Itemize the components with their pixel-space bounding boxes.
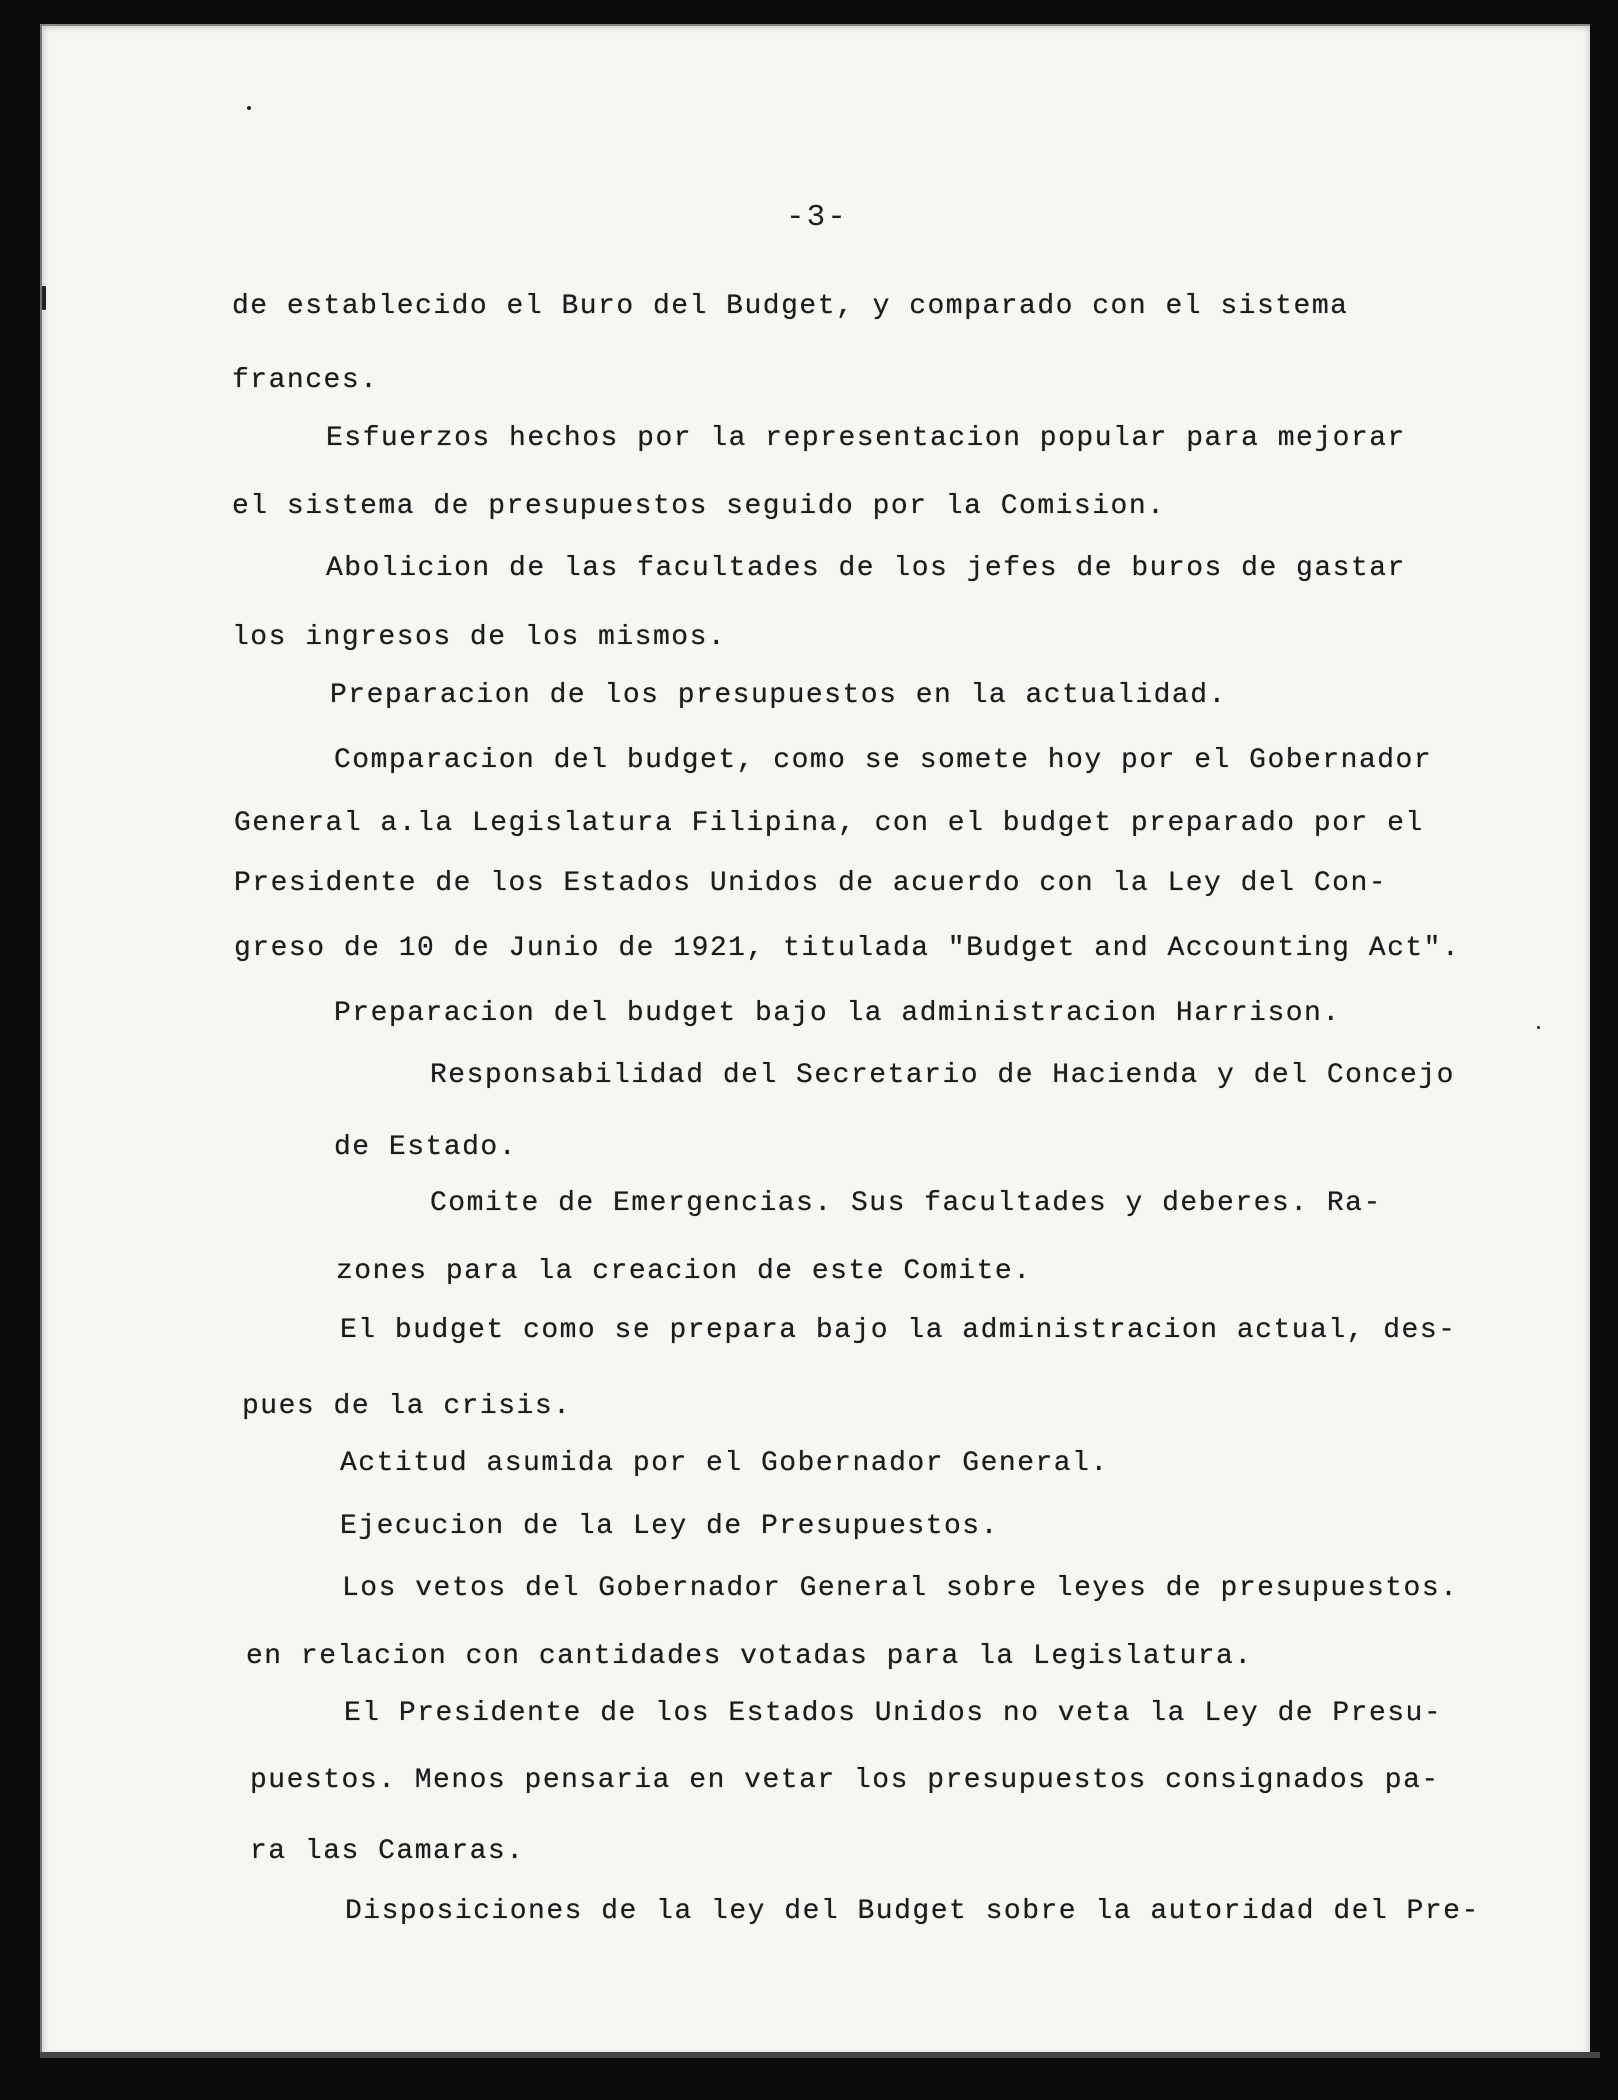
body-line: Disposiciones de la ley del Budget sobre la autoridad del Pre- bbox=[345, 1896, 1480, 1927]
body-line: Ejecucion de la Ley de Presupuestos. bbox=[340, 1511, 999, 1542]
body-line: de Estado. bbox=[334, 1132, 518, 1163]
body-line: los ingresos de los mismos. bbox=[232, 622, 727, 653]
page-bottom-edge bbox=[40, 2052, 1600, 2058]
ink-speck bbox=[1537, 1026, 1540, 1029]
body-line: El budget como se prepara bajo la administracion actual, des- bbox=[340, 1315, 1457, 1346]
body-line: Esfuerzos hechos por la representacion popular para mejorar bbox=[326, 423, 1406, 454]
body-line: frances. bbox=[232, 365, 379, 396]
ink-speck bbox=[42, 286, 46, 310]
body-line: Actitud asumida por el Gobernador General. bbox=[340, 1448, 1109, 1479]
body-line: Preparacion de los presupuestos en la actualidad. bbox=[330, 680, 1227, 711]
ink-speck bbox=[247, 106, 251, 110]
body-line: Los vetos del Gobernador General sobre leyes de presupuestos. bbox=[342, 1573, 1459, 1604]
body-line: Comparacion del budget, como se somete hoy por el Gobernador bbox=[334, 745, 1433, 776]
body-line: greso de 10 de Junio de 1921, titulada "Budget and Accounting Act". bbox=[234, 933, 1461, 964]
body-line: Responsabilidad del Secretario de Hacienda y del Concejo bbox=[430, 1060, 1455, 1091]
body-line: El Presidente de los Estados Unidos no veta la Ley de Presu- bbox=[344, 1698, 1443, 1729]
body-line: Comite de Emergencias. Sus facultades y deberes. Ra- bbox=[430, 1188, 1382, 1219]
paper-sheet bbox=[40, 24, 1590, 2056]
body-line: ra las Camaras. bbox=[250, 1836, 525, 1867]
page-number: -3- bbox=[786, 200, 848, 235]
body-line: de establecido el Buro del Budget, y comparado con el sistema bbox=[232, 291, 1349, 322]
body-line: Abolicion de las facultades de los jefes de buros de gastar bbox=[326, 553, 1406, 584]
body-line: puestos. Menos pensaria en vetar los presupuestos consignados pa- bbox=[250, 1765, 1440, 1796]
body-line: Preparacion del budget bajo la administracion Harrison. bbox=[334, 998, 1341, 1029]
body-line: pues de la crisis. bbox=[242, 1391, 572, 1422]
body-line: en relacion con cantidades votadas para la Legislatura. bbox=[246, 1641, 1253, 1672]
body-line: Presidente de los Estados Unidos de acuerdo con la Ley del Con- bbox=[234, 868, 1388, 899]
body-line: General a.la Legislatura Filipina, con el budget preparado por el bbox=[234, 808, 1424, 839]
body-line: el sistema de presupuestos seguido por la Comision. bbox=[232, 491, 1166, 522]
body-line: zones para la creacion de este Comite. bbox=[336, 1256, 1032, 1287]
